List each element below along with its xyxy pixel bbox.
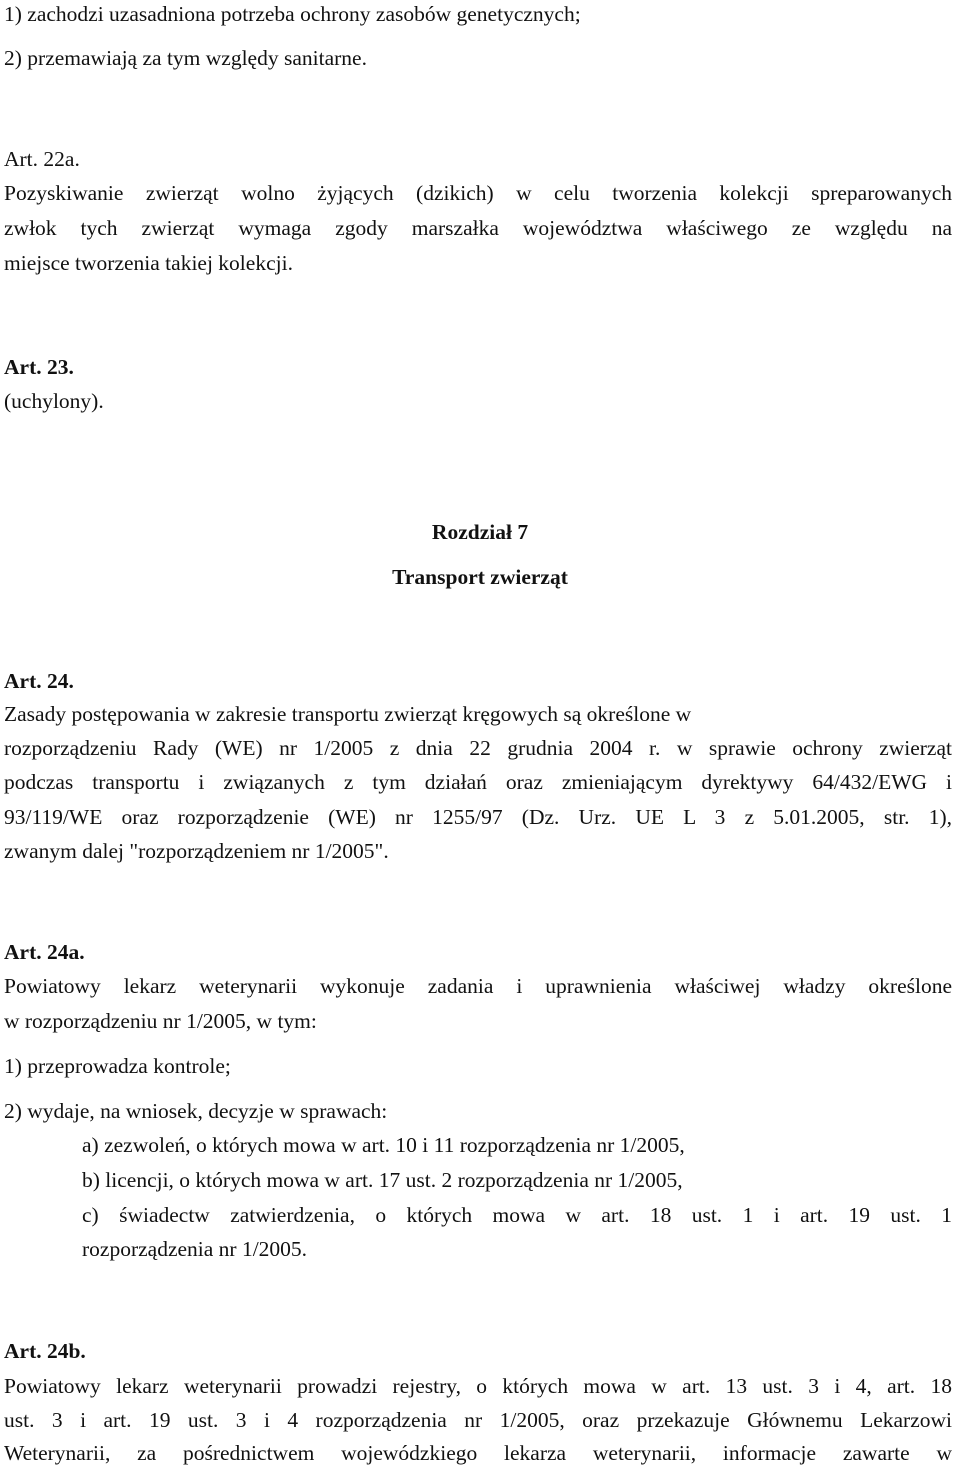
paragraph-line: (uchylony). xyxy=(4,389,104,413)
paragraph-line: Powiatowy lekarz weterynarii prowadzi rejestry, o których mowa w art. 13 ust. 3 i 4, art. 18 xyxy=(4,1374,952,1398)
paragraph-line: miejsce tworzenia takiej kolekcji. xyxy=(4,251,293,275)
article-heading: Art. 24b. xyxy=(4,1339,86,1363)
paragraph-line: Zasady postępowania w zakresie transportu zwierząt kręgowych są określone w xyxy=(4,702,692,726)
article-heading: Art. 22a. xyxy=(4,147,80,171)
paragraph-line: Powiatowy lekarz weterynarii wykonuje zadania i uprawnienia właściwej władzy określone xyxy=(4,974,952,998)
article-heading: Art. 24a. xyxy=(4,940,85,964)
paragraph-line: podczas transportu i związanych z tym działań oraz zmieniającym dyrektywy 64/432/EWG i xyxy=(4,770,952,794)
sub-list-item: a) zezwoleń, o których mowa w art. 10 i 11 rozporządzenia nr 1/2005, xyxy=(82,1133,685,1157)
paragraph-line: Pozyskiwanie zwierząt wolno żyjących (dzikich) w celu tworzenia kolekcji spreparowanych xyxy=(4,181,952,205)
sub-list-item: rozporządzenia nr 1/2005. xyxy=(82,1237,308,1261)
article-heading: Art. 24. xyxy=(4,669,74,693)
list-item: 1) przeprowadza kontrole; xyxy=(4,1054,231,1078)
paragraph-line: ust. 3 i art. 19 ust. 3 i 4 rozporządzenia nr 1/2005, oraz przekazuje Głównemu Lekarzowi xyxy=(4,1408,952,1432)
paragraph-line: zwanym dalej "rozporządzeniem nr 1/2005". xyxy=(4,839,389,863)
paragraph-line: 93/119/WE oraz rozporządzenie (WE) nr 1255/97 (Dz. Urz. UE L 3 z 5.01.2005, str. 1), xyxy=(4,805,952,829)
list-item: 2) przemawiają za tym względy sanitarne. xyxy=(4,46,367,70)
article-heading: Art. 23. xyxy=(4,355,74,379)
chapter-title: Transport zwierząt xyxy=(392,565,568,589)
paragraph-line: Weterynarii, za pośrednictwem wojewódzkiego lekarza weterynarii, informacje zawarte w xyxy=(4,1441,952,1465)
paragraph-line: zwłok tych zwierząt wymaga zgody marszałka województwa właściwego ze względu na xyxy=(4,216,952,240)
list-item: 1) zachodzi uzasadniona potrzeba ochrony zasobów genetycznych; xyxy=(4,2,581,26)
sub-list-item: b) licencji, o których mowa w art. 17 ust. 2 rozporządzenia nr 1/2005, xyxy=(82,1168,683,1192)
chapter-number: Rozdział 7 xyxy=(431,520,529,544)
paragraph-line: rozporządzeniu Rady (WE) nr 1/2005 z dnia 22 grudnia 2004 r. w sprawie ochrony zwierząt xyxy=(4,736,952,760)
sub-list-item: c) świadectw zatwierdzenia, o których mowa w art. 18 ust. 1 i art. 19 ust. 1 xyxy=(82,1203,952,1227)
paragraph-line: w rozporządzeniu nr 1/2005, w tym: xyxy=(4,1009,317,1033)
list-item: 2) wydaje, na wniosek, decyzje w sprawach: xyxy=(4,1099,388,1123)
